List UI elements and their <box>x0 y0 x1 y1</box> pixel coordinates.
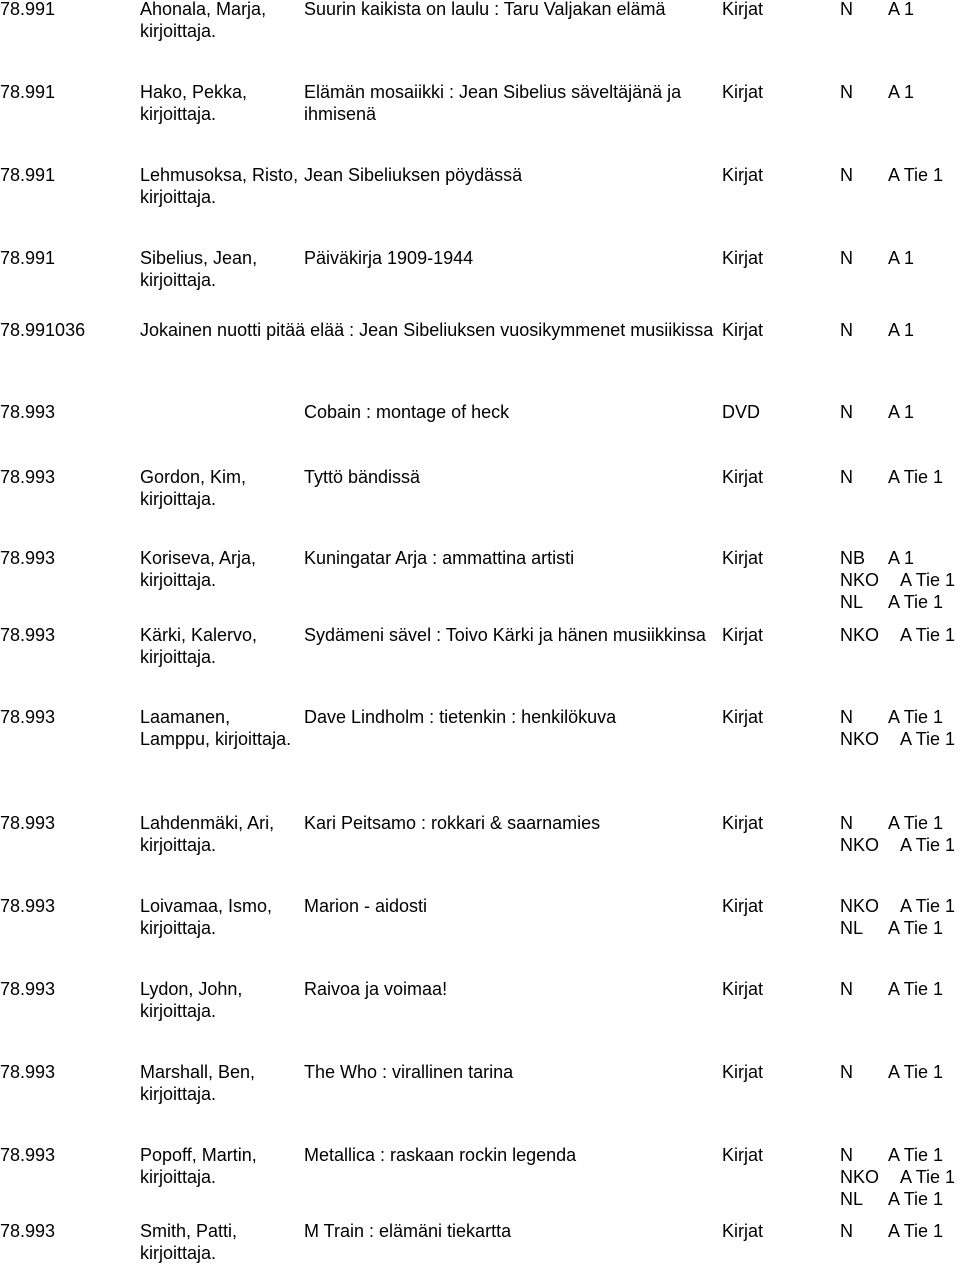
material-type: Kirjat <box>722 0 764 19</box>
shelf-code: A Tie 1 <box>900 625 956 645</box>
material-type: Kirjat <box>722 248 764 268</box>
material-type: Kirjat <box>722 82 764 102</box>
item-title: Cobain : montage of heck <box>304 402 510 422</box>
class-code: 78.993 <box>0 896 56 916</box>
author-name: Ahonala, Marja, kirjoittaja. <box>140 0 267 41</box>
shelf-code: A 1 <box>888 82 915 102</box>
catalog-entry <box>0 164 960 207</box>
class-code: 78.993 <box>0 402 56 422</box>
shelf-code: A 1 <box>888 320 915 340</box>
shelf-code: A Tie 1 <box>888 1189 944 1209</box>
author-name: Sibelius, Jean, kirjoittaja. <box>140 248 258 290</box>
item-title: Kuningatar Arja : ammattina artisti <box>304 548 575 568</box>
material-type: Kirjat <box>722 707 764 727</box>
class-code: 78.993 <box>0 1145 56 1165</box>
item-title: Suurin kaikista on laulu : Taru Valjakan elämä <box>304 0 666 19</box>
catalog-entry <box>0 706 960 749</box>
branch-code: NKO <box>840 625 880 645</box>
shelf-code: A 1 <box>888 0 915 19</box>
author-name: Koriseva, Arja, kirjoittaja. <box>140 548 257 590</box>
material-type: Kirjat <box>722 896 764 916</box>
material-type: Kirjat <box>722 1062 764 1082</box>
author-name: Popoff, Martin, kirjoittaja. <box>140 1145 257 1187</box>
item-title: Tyttö bändissä <box>304 467 421 487</box>
catalog-entry <box>0 978 960 1021</box>
catalog-entry <box>0 401 960 422</box>
shelf-code: A Tie 1 <box>900 835 956 855</box>
catalog-entry <box>0 1061 960 1104</box>
shelf-code: A 1 <box>888 548 915 568</box>
shelf-code: A Tie 1 <box>888 707 944 727</box>
material-type: Kirjat <box>722 548 764 568</box>
branch-code: N <box>840 248 853 268</box>
shelf-code: A Tie 1 <box>888 1145 944 1165</box>
branch-code: N <box>840 1221 853 1241</box>
shelf-code: A Tie 1 <box>888 592 944 612</box>
item-title: Sydämeni sävel : Toivo Kärki ja hänen musiikkinsa <box>304 625 706 645</box>
shelf-code: A Tie 1 <box>888 1221 944 1241</box>
author-name: Hako, Pekka, kirjoittaja. <box>140 82 248 124</box>
class-code: 78.993 <box>0 625 56 645</box>
branch-code: N <box>840 707 853 727</box>
branch-code: N <box>840 467 853 487</box>
branch-code: NKO <box>840 570 880 590</box>
material-type: Kirjat <box>722 625 764 645</box>
author-name: Lehmusoksa, Risto, kirjoittaja. <box>140 165 299 207</box>
shelf-code: A Tie 1 <box>900 729 956 749</box>
shelf-code: A 1 <box>888 248 915 268</box>
shelf-code: A 1 <box>888 402 915 422</box>
branch-code: NL <box>840 592 864 612</box>
catalog-entry <box>0 466 960 509</box>
class-code: 78.993 <box>0 1221 56 1241</box>
class-code: 78.991 <box>0 0 56 19</box>
class-code: 78.993 <box>0 979 56 999</box>
class-code: 78.993 <box>0 548 56 568</box>
item-title: Jean Sibeliuksen pöydässä <box>304 165 523 185</box>
shelf-code: A Tie 1 <box>888 979 944 999</box>
author-name: Laamanen, Lamppu, kirjoittaja. <box>140 707 292 749</box>
item-title: Raivoa ja voimaa! <box>304 979 448 999</box>
catalog-entry <box>0 895 960 938</box>
class-code: 78.993 <box>0 813 56 833</box>
author-name: Kärki, Kalervo, kirjoittaja. <box>140 625 258 667</box>
catalog-entry <box>0 1144 960 1209</box>
shelf-code: A Tie 1 <box>888 165 944 185</box>
branch-code: N <box>840 813 853 833</box>
catalog-entry <box>0 624 960 667</box>
catalog-entry <box>0 319 960 340</box>
shelf-code: A Tie 1 <box>888 1062 944 1082</box>
item-title: Elämän mosaiikki : Jean Sibelius säveltäjänä ja ihmisenä <box>304 82 682 124</box>
material-type: Kirjat <box>722 979 764 999</box>
branch-code: NKO <box>840 729 880 749</box>
catalog-entry <box>0 81 960 124</box>
material-type: Kirjat <box>722 1221 764 1241</box>
catalog-entry <box>0 247 960 290</box>
material-type: Kirjat <box>722 1145 764 1165</box>
shelf-code: A Tie 1 <box>900 570 956 590</box>
shelf-code: A Tie 1 <box>900 896 956 916</box>
branch-code: NKO <box>840 1167 880 1187</box>
author-name: Lydon, John, kirjoittaja. <box>140 979 243 1021</box>
material-type: Kirjat <box>722 813 764 833</box>
author-name: Gordon, Kim, kirjoittaja. <box>140 467 247 509</box>
catalog-entry <box>0 812 960 855</box>
author-name: Loivamaa, Ismo, kirjoittaja. <box>140 896 273 938</box>
material-type: DVD <box>722 402 761 422</box>
class-code: 78.993 <box>0 467 56 487</box>
item-title: The Who : virallinen tarina <box>304 1062 514 1082</box>
branch-code: N <box>840 0 853 19</box>
material-type: Kirjat <box>722 467 764 487</box>
branch-code: N <box>840 1145 853 1165</box>
class-code: 78.991 <box>0 165 56 185</box>
item-title: Dave Lindholm : tietenkin : henkilökuva <box>304 707 617 727</box>
shelf-code: A Tie 1 <box>888 813 944 833</box>
item-title: Kari Peitsamo : rokkari & saarnamies <box>304 813 601 833</box>
class-code: 78.993 <box>0 1062 56 1082</box>
branch-code: NL <box>840 1189 864 1209</box>
catalog-entry <box>0 547 960 612</box>
author-name: Lahdenmäki, Ari, kirjoittaja. <box>140 813 275 855</box>
branch-code: NKO <box>840 835 880 855</box>
item-title: Päiväkirja 1909-1944 <box>304 248 474 268</box>
catalog-entry <box>0 1220 960 1263</box>
material-type: Kirjat <box>722 165 764 185</box>
shelf-code: A Tie 1 <box>888 918 944 938</box>
shelf-code: A Tie 1 <box>888 467 944 487</box>
author-name: Smith, Patti, kirjoittaja. <box>140 1221 238 1263</box>
material-type: Kirjat <box>722 320 764 340</box>
class-code: 78.993 <box>0 707 56 727</box>
branch-code: N <box>840 165 853 185</box>
branch-code: NL <box>840 918 864 938</box>
item-title: Marion - aidosti <box>304 896 428 916</box>
shelf-code: A Tie 1 <box>900 1167 956 1187</box>
branch-code: N <box>840 979 853 999</box>
branch-code: NKO <box>840 896 880 916</box>
class-code: 78.991 <box>0 248 56 268</box>
author-name: Marshall, Ben, kirjoittaja. <box>140 1062 256 1104</box>
class-code: 78.991 <box>0 82 56 102</box>
branch-code: N <box>840 402 853 422</box>
item-title: Metallica : raskaan rockin legenda <box>304 1145 577 1165</box>
branch-code: N <box>840 320 853 340</box>
branch-code: N <box>840 82 853 102</box>
branch-code: NB <box>840 548 866 568</box>
branch-code: N <box>840 1062 853 1082</box>
item-title: M Train : elämäni tiekartta <box>304 1221 512 1241</box>
class-code: 78.991036 <box>0 320 86 340</box>
item-title: Jokainen nuotti pitää elää : Jean Sibeliuksen vuosikymmenet musiikissa <box>140 320 714 340</box>
